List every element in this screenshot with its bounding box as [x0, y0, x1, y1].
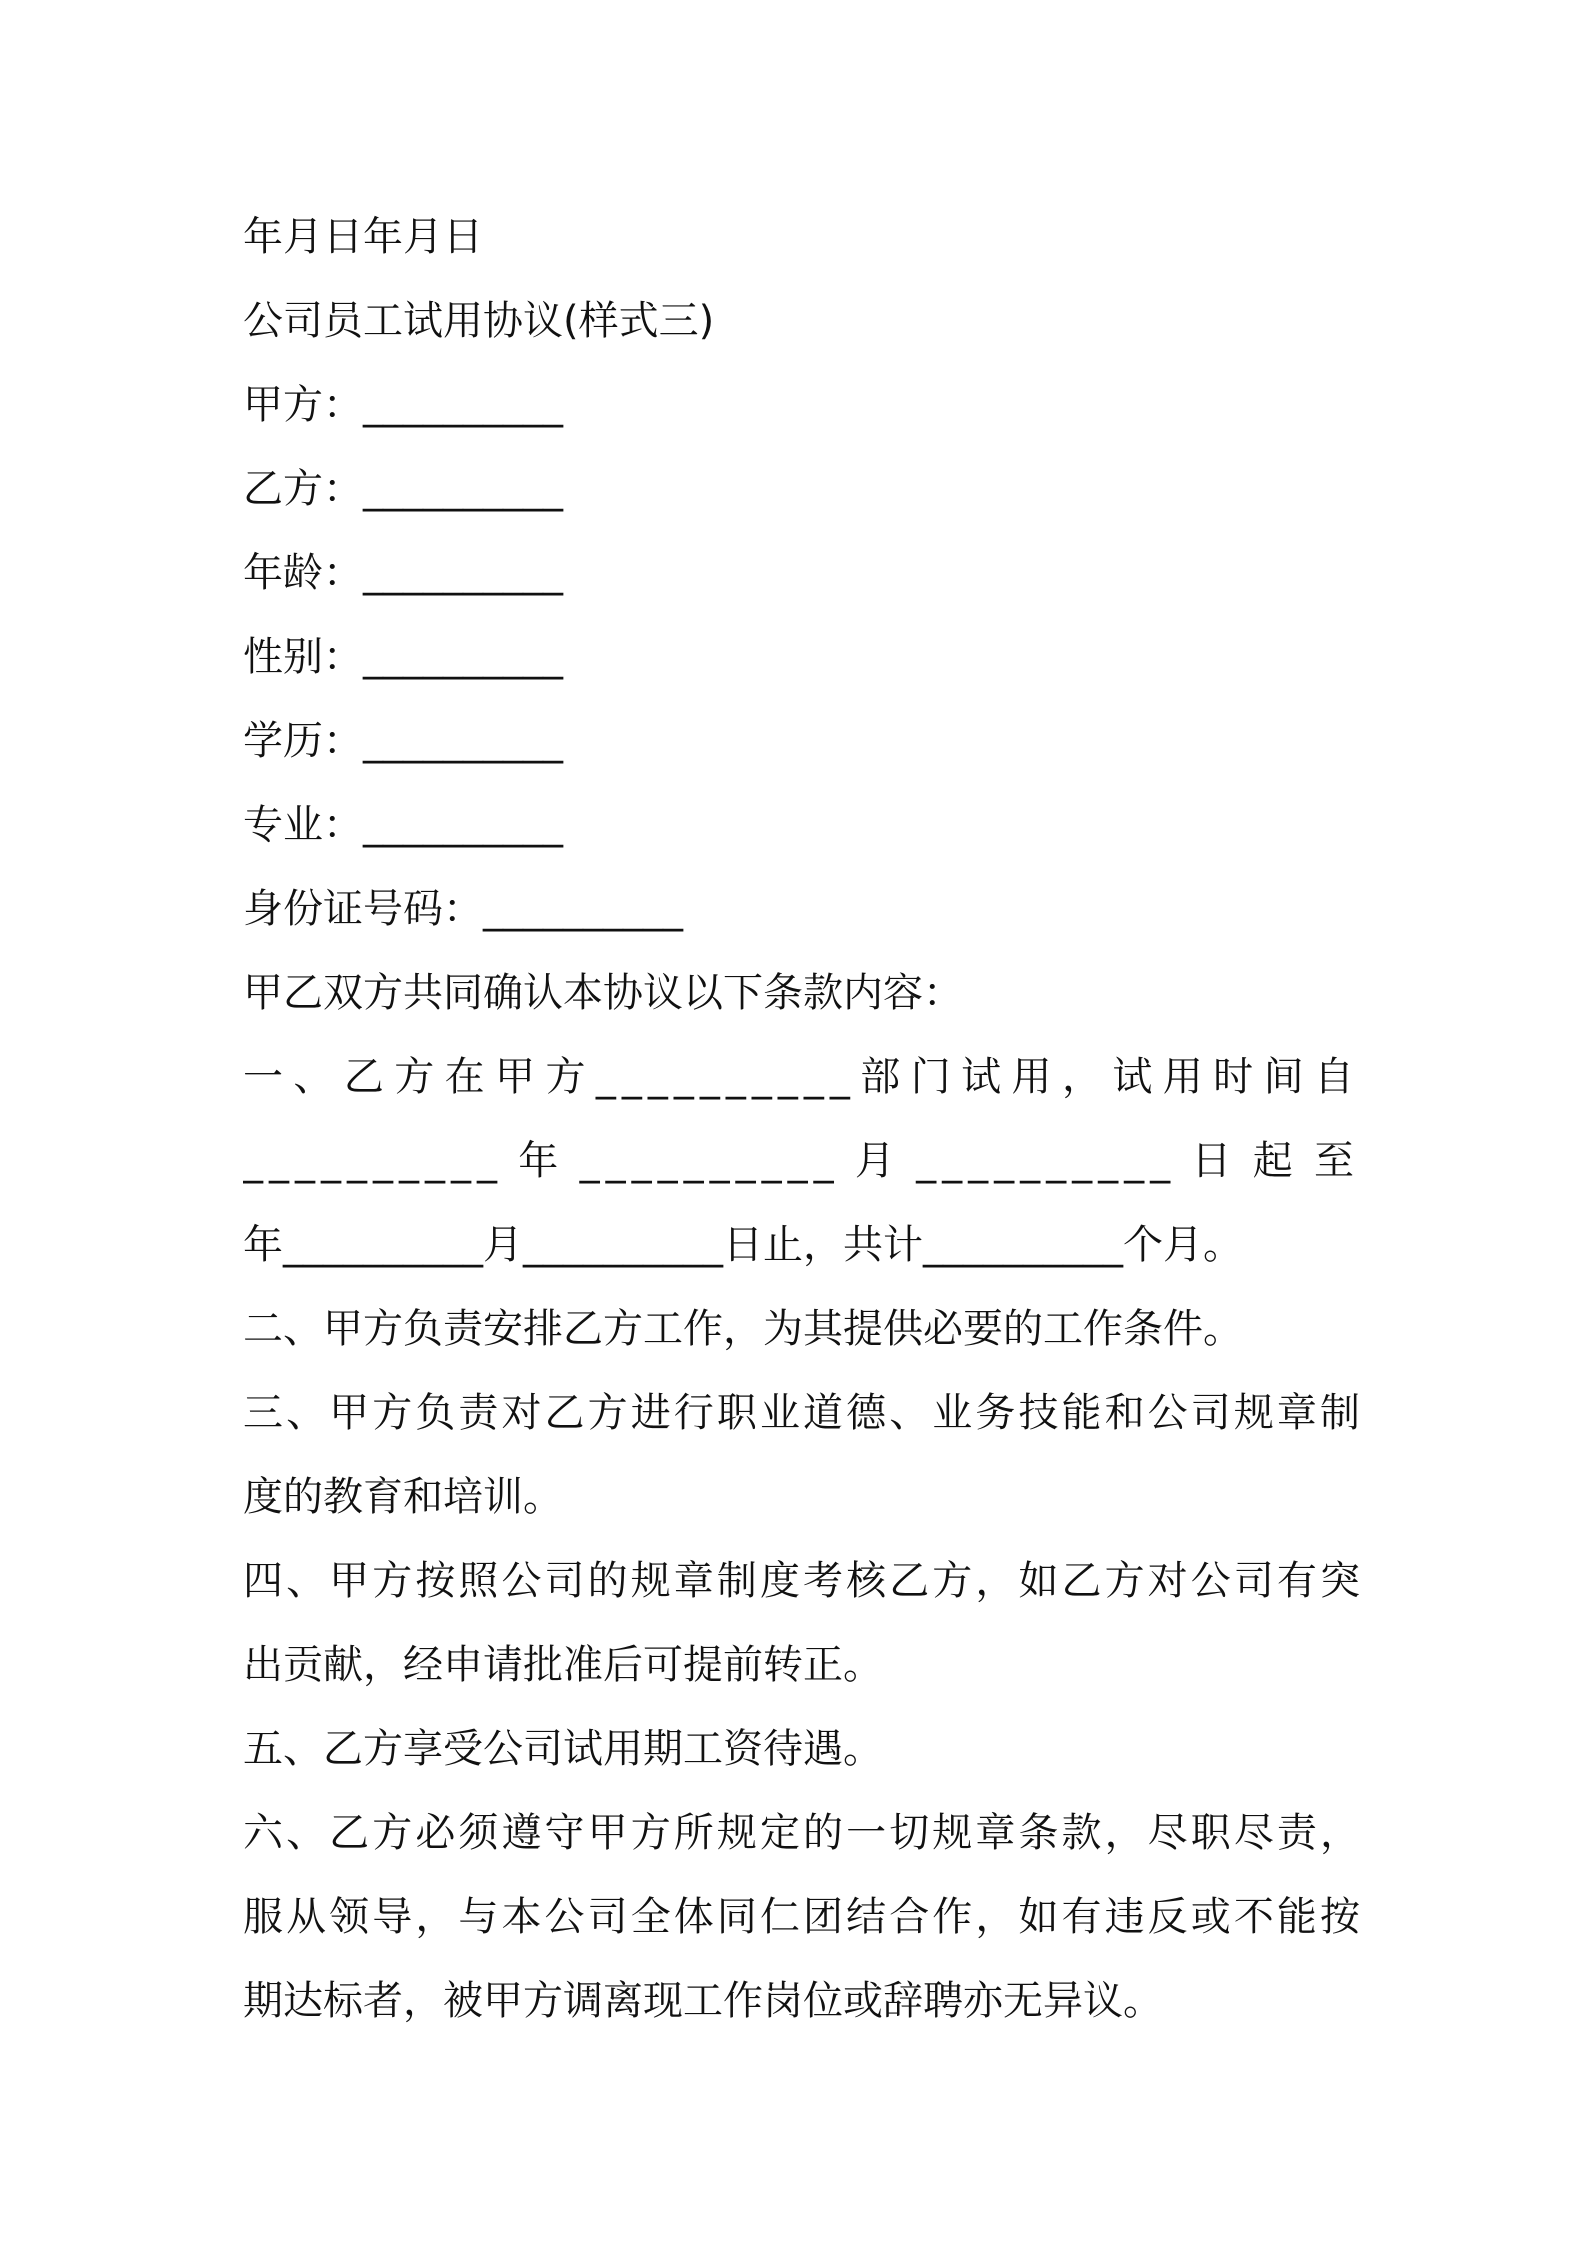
field-major: 专业：__________	[243, 802, 563, 848]
field-age: 年龄：__________	[243, 550, 563, 596]
field-education: 学历：__________	[243, 718, 563, 764]
clause-6-line-2: 服从领导，与本公司全体同仁团结合作，如有违反或不能按	[243, 1894, 1360, 1940]
document-title: 公司员工试用协议(样式三)	[243, 298, 715, 344]
clause-3-line-1: 三、甲方负责对乙方进行职业道德、业务技能和公司规章制	[243, 1390, 1360, 1436]
clause-3-line-2: 度的教育和培训。	[243, 1474, 563, 1520]
field-id-number: 身份证号码：__________	[243, 886, 683, 932]
clause-1-line-2: __________年__________月__________日起至	[243, 1138, 1360, 1184]
field-party-b: 乙方：__________	[243, 466, 563, 512]
intro-text: 甲乙双方共同确认本协议以下条款内容：	[243, 970, 963, 1016]
clause-5: 五、乙方享受公司试用期工资待遇。	[243, 1726, 883, 1772]
field-gender: 性别：__________	[243, 634, 563, 680]
field-party-a: 甲方：__________	[243, 382, 563, 428]
clause-1-line-1: 一、乙方在甲方__________部门试用，试用时间自	[243, 1054, 1360, 1100]
clause-1-line-3: 年__________月__________日止，共计__________个月。	[243, 1222, 1243, 1268]
clause-4-line-2: 出贡献，经申请批准后可提前转正。	[243, 1642, 883, 1688]
clause-2: 二、甲方负责安排乙方工作，为其提供必要的工作条件。	[243, 1306, 1243, 1352]
clause-6-line-3: 期达标者，被甲方调离现工作岗位或辞聘亦无异议。	[243, 1978, 1163, 2024]
document-body	[243, 195, 1360, 2043]
clause-4-line-1: 四、甲方按照公司的规章制度考核乙方，如乙方对公司有突	[243, 1558, 1360, 1604]
clause-6-line-1: 六、乙方必须遵守甲方所规定的一切规章条款，尽职尽责，	[243, 1810, 1360, 1856]
date-line: 年月日年月日	[243, 214, 483, 260]
